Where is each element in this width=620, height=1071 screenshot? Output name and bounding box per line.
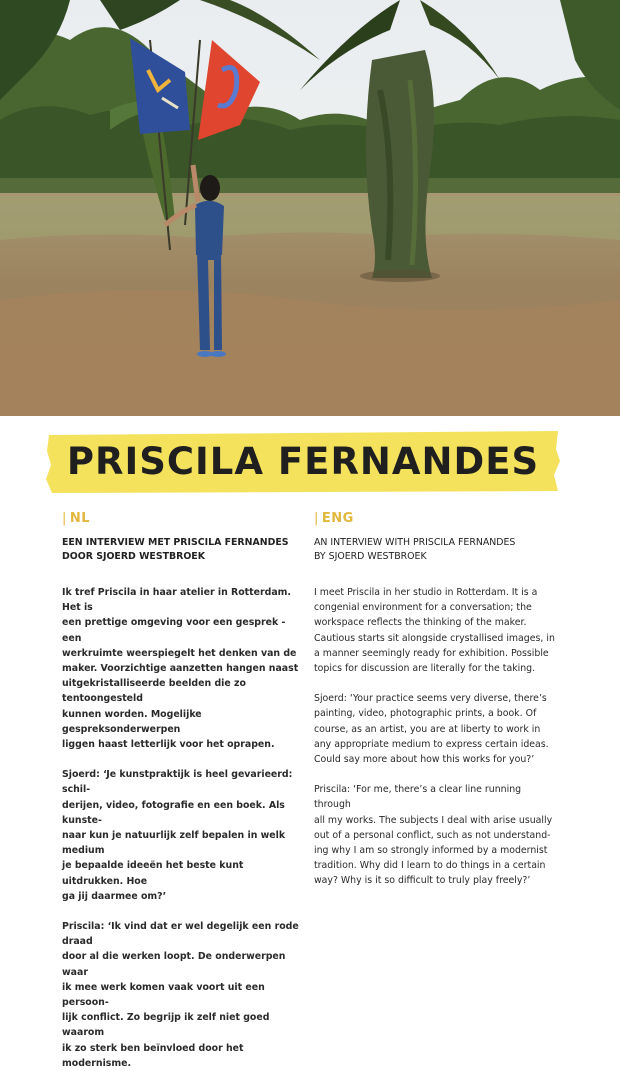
column-dutch bbox=[62, 511, 307, 1071]
column-english bbox=[314, 511, 559, 889]
title-band bbox=[46, 431, 560, 493]
language-label-eng: | ENG bbox=[314, 511, 354, 526]
paragraph-eng-2: Sjoerd: ‘Your practice seems very diverse, there’s painting, video, photographic prints, a book. Of course, as an artist, you are at liberty to work in any appropriate medium to express certain ideas. Could say more about how this works for you?’ bbox=[314, 693, 549, 766]
language-label-nl: | NL bbox=[62, 511, 91, 526]
paragraph-nl-3: Priscila: ‘Ik vind dat er wel degelijk een rode draad door al die werken loopt. De onderwerpen waar ik mee werk komen vaak voort uit een persoon- lijk conflict. Zo begrijp ik zelf niet goed waarom ik zo sterk ben beïnvloed door het modernisme. bbox=[62, 921, 299, 1069]
interview-heading-eng: AN INTERVIEW WITH PRISCILA FERNANDES BY SJOERD WESTBROEK bbox=[314, 537, 516, 562]
paragraph-eng-1: I meet Priscila in her studio in Rotterdam. It is a congenial environment for a conversation; the workspace reflects the thinking of the maker. Cautious starts sit alongside crystallised images, in a manner seemingly ready for exhibition. Possible topics for discussion are literally for the taking. bbox=[314, 587, 555, 675]
paragraph-nl-2: Sjoerd: ‘Je kunstpraktijk is heel gevarieerd: schil- derijen, video, fotografie en een boek. Als kunste- naar kun je natuurlijk zelf bepalen in welk medium je bepaalde ideeën het beste kunt uitdrukken. Hoe ga jij daarmee om?’ bbox=[62, 769, 293, 902]
cover-photo bbox=[0, 0, 620, 416]
divider-bar-icon: | bbox=[62, 511, 67, 526]
page-title: PRISCILA FERNANDES bbox=[66, 440, 540, 483]
paragraph-eng-3: Priscila: ‘For me, there’s a clear line running through all my works. The subjects I deal with arise usually out of a personal conflict, such as not understand- ing why I am so strongly informed by a modernist tradition. Why did I learn to do things in a certain way? Why is it so difficult to truly play freely?’ bbox=[314, 784, 553, 887]
divider-bar-icon: | bbox=[314, 511, 319, 526]
interview-heading-nl: EEN INTERVIEW MET PRISCILA FERNANDES DOOR SJOERD WESTBROEK bbox=[62, 537, 289, 562]
paragraph-nl-1: Ik tref Priscila in haar atelier in Rotterdam. Het is een prettige omgeving voor een gesprek - een werkruimte weerspiegelt het denken van de maker. Voorzichtige aanzetten hangen naast uitgekristalliseerde beelden die zo tentoongesteld kunnen worden. Mogelijke gespreksonderwerpen liggen haast letterlijk voor het oprapen. bbox=[62, 587, 299, 751]
photograph-woman-with-flags-under-palm-tree bbox=[0, 0, 620, 416]
